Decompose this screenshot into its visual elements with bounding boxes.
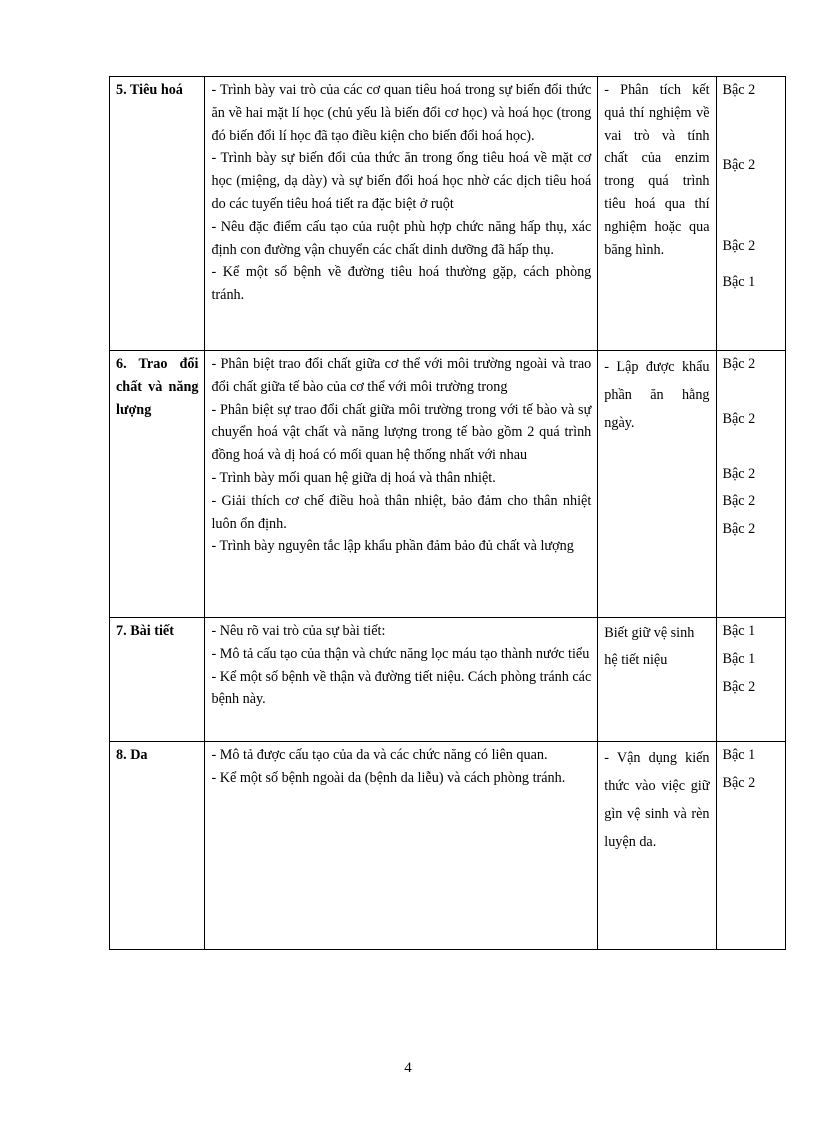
level-label: Bậc 2 — [722, 678, 756, 695]
knowledge-cell — [205, 618, 598, 742]
level-cell — [716, 618, 785, 742]
topic-cell — [110, 77, 205, 351]
level-label: Bậc 1 — [722, 274, 756, 291]
knowledge-item: - Mô tả cấu tạo của thận và chức năng lọc máu tạo thành nước tiểu — [211, 645, 590, 662]
topic-cell — [110, 618, 205, 742]
table-row — [110, 742, 786, 950]
skill-text: Biết giữ vệ sinh hệ tiết niệu — [604, 625, 695, 668]
topic-title: 8. Da — [116, 747, 148, 763]
level-label: Bậc 2 — [722, 465, 756, 482]
level-label: Bậc 2 — [722, 356, 756, 372]
level-cell — [716, 742, 785, 950]
level-cell — [716, 351, 785, 618]
knowledge-item: - Nêu rõ vai trò của sự bài tiết: — [211, 623, 386, 639]
knowledge-item: - Mô tả được cấu tạo của da và các chức năng có liên quan. — [211, 747, 548, 763]
skill-cell — [598, 618, 716, 742]
topic-cell — [110, 351, 205, 618]
knowledge-item: - Trình bày vai trò của các cơ quan tiêu hoá trong sự biến đổi thức ăn về hai mặt lí học (chủ yếu là biến đổi cơ học) và hoá học (trong đó biến đổi lí học đã tạo điều kiện cho biến đổi hoá học). — [211, 82, 592, 144]
skill-text: - Phân tích kết quả thí nghiệm về vai trò và tính chất của enzim trong quá trình tiêu hoá qua thí nghiệm hoặc qua băng hình. — [604, 82, 710, 258]
knowledge-item: - Trình bày sự biến đổi của thức ăn trong ống tiêu hoá về mặt cơ học (miệng, dạ dày) và sự biến đổi hoá học nhờ các dịch tiêu hoá do các tuyến tiêu hoá tiết ra đặc biệt ở ruột — [211, 150, 592, 212]
topic-cell — [110, 742, 205, 950]
level-cell — [716, 77, 785, 351]
skill-text: - Vận dụng kiến thức vào việc giữ gìn vệ sinh và rèn luyện da. — [604, 750, 710, 850]
knowledge-item: - Kể một số bệnh về đường tiêu hoá thường gặp, cách phòng tránh. — [211, 264, 592, 304]
knowledge-cell — [205, 77, 598, 351]
knowledge-cell — [205, 351, 598, 618]
level-label: Bậc 2 — [722, 156, 756, 173]
page-number: 4 — [404, 1060, 412, 1076]
level-label: Bậc 1 — [722, 623, 756, 639]
knowledge-item: - Kể một số bệnh về thận và đường tiết niệu. Cách phòng tránh các bệnh này. — [211, 668, 592, 708]
table-row — [110, 77, 786, 351]
level-label: Bậc 2 — [722, 521, 756, 538]
knowledge-item: - Phân biệt sự trao đổi chất giữa môi trường trong với tế bào và sự chuyển hoá vật chất và năng lượng trong tế bào gồm 2 quá trình đồng hoá và dị hoá có mối quan hệ thống nhất với nhau — [211, 401, 592, 464]
knowledge-cell — [205, 742, 598, 950]
table-row — [110, 351, 786, 618]
curriculum-table — [109, 76, 786, 950]
knowledge-item: - Kể một số bệnh ngoài da (bệnh da liễu) và cách phòng tránh. — [211, 769, 566, 786]
skill-cell — [598, 742, 716, 950]
knowledge-item: - Trình bày nguyên tắc lập khẩu phần đảm bảo đủ chất và lượng — [211, 538, 574, 555]
level-label: Bậc 1 — [722, 747, 756, 763]
topic-title: 7. Bài tiết — [116, 623, 174, 639]
level-label: Bậc 2 — [722, 82, 756, 98]
level-label: Bậc 1 — [722, 650, 756, 667]
level-label: Bậc 2 — [722, 493, 756, 510]
knowledge-item: - Giải thích cơ chế điều hoà thân nhiệt, bảo đảm cho thân nhiệt luôn ổn định. — [211, 492, 592, 532]
topic-title: 5. Tiêu hoá — [116, 82, 183, 98]
knowledge-item: - Phân biệt trao đổi chất giữa cơ thể với môi trường ngoài và trao đổi chất giữa tế bào của cơ thể với môi trường trong — [211, 356, 592, 395]
level-label: Bậc 2 — [722, 774, 756, 791]
skill-text: - Lập được khẩu phần ăn hằng ngày. — [604, 359, 710, 431]
knowledge-item: - Nêu đặc điểm cấu tạo của ruột phù hợp chức năng hấp thụ, xác định con đường vận chuyển các chất dinh dưỡng đã hấp thụ. — [211, 218, 592, 258]
level-label: Bậc 2 — [722, 237, 756, 254]
level-label: Bậc 2 — [722, 410, 756, 427]
skill-cell — [598, 351, 716, 618]
topic-title: 6. Trao đổi chất và năng lượng — [116, 356, 199, 418]
knowledge-item: - Trình bày mối quan hệ giữa dị hoá và thân nhiệt. — [211, 469, 496, 486]
skill-cell — [598, 77, 716, 351]
table-row — [110, 618, 786, 742]
